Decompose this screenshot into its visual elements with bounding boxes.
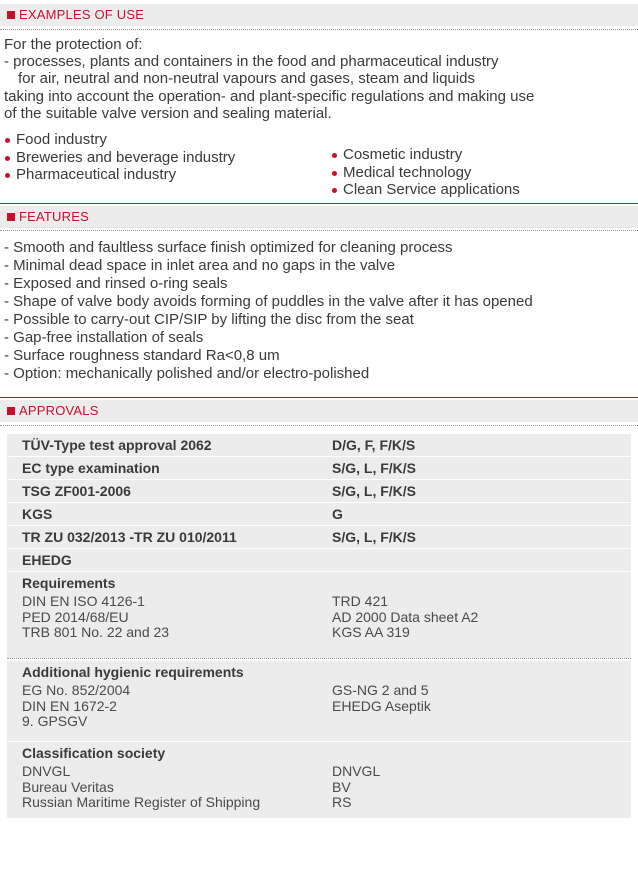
list-item: Cosmetic industry	[331, 146, 520, 164]
list-item: Russian Maritime Register of Shipping	[22, 794, 261, 810]
list-item: Food industry	[4, 131, 235, 149]
feature-item: - Exposed and rinsed o-ring seals	[4, 275, 228, 292]
table-row	[7, 525, 631, 548]
section-separator	[0, 397, 638, 398]
feature-item: - Option: mechanically polished and/or electro-polished	[4, 365, 370, 382]
examples-intro: For the protection of:	[4, 36, 143, 53]
approvals-table	[7, 433, 631, 818]
list-item: Medical technology	[331, 164, 520, 182]
approval-value: S/G, L, F/K/S	[332, 460, 417, 476]
list-item: Pharmaceutical industry	[4, 166, 235, 184]
table-row	[7, 456, 631, 479]
features-section-title: FEATURES	[19, 209, 89, 224]
list-item: 9. GPSGV	[22, 713, 88, 729]
examples-section-title: EXAMPLES OF USE	[19, 7, 145, 22]
approval-value: G	[332, 506, 343, 522]
table-row	[7, 548, 631, 571]
list-item: KGS AA 319	[332, 624, 410, 640]
table-row	[7, 479, 631, 502]
list-item: DNVGL	[332, 763, 381, 779]
list-item: GS-NG 2 and 5	[332, 682, 429, 698]
approval-name: TR ZU 032/2013 -TR ZU 010/2011	[22, 529, 237, 545]
classification-left	[22, 764, 260, 811]
list-item: DIN EN ISO 4126-1	[22, 593, 145, 609]
approval-name: TSG ZF001-2006	[22, 483, 131, 499]
approval-name: TÜV-Type test approval 2062	[22, 437, 212, 453]
list-item: PED 2014/68/EU	[22, 608, 129, 625]
feature-item: - Surface roughness standard Ra<0,8 um	[4, 347, 280, 364]
list-item: Clean Service applications	[331, 181, 520, 199]
classification-title: Classification society	[22, 745, 166, 761]
red-square-icon	[7, 407, 15, 415]
hygienic-right	[332, 683, 431, 714]
list-item: Bureau Veritas	[22, 778, 114, 795]
red-square-icon	[7, 213, 15, 221]
table-row	[7, 502, 631, 525]
hygienic-title: Additional hygienic requirements	[22, 664, 244, 680]
list-item: DIN EN 1672-2	[22, 697, 117, 714]
requirements-block	[7, 571, 631, 658]
list-item: Breweries and beverage industry	[4, 149, 235, 167]
approvals-section-header	[0, 400, 638, 422]
list-item: EG No. 852/2004	[22, 682, 131, 698]
examples-line: taking into account the operation- and plant-specific regulations and making use	[4, 88, 535, 105]
red-square-icon	[7, 11, 15, 19]
approval-value: S/G, L, F/K/S	[332, 483, 417, 499]
approval-name: EHEDG	[22, 552, 72, 568]
classification-right	[332, 764, 380, 811]
approval-value: D/G, F, F/K/S	[332, 437, 416, 453]
approval-value: S/G, L, F/K/S	[332, 529, 417, 545]
feature-item: - Minimal dead space in inlet area and no gaps in the valve	[4, 257, 396, 274]
list-item: TRB 801 No. 22 and 23	[22, 624, 170, 640]
approval-name: EC type examination	[22, 460, 160, 476]
examples-section-header	[0, 4, 638, 26]
approval-name: KGS	[22, 506, 53, 522]
table-row	[7, 433, 631, 456]
requirements-title: Requirements	[22, 575, 116, 591]
hygienic-left	[22, 683, 130, 730]
approvals-section-title: APPROVALS	[19, 403, 99, 418]
list-item: TRD 421	[332, 593, 389, 609]
list-item: DNVGL	[22, 763, 71, 779]
industry-list-left	[4, 131, 235, 184]
section-separator	[0, 203, 638, 204]
industry-list-right	[331, 146, 520, 199]
divider	[0, 29, 638, 30]
divider	[0, 230, 638, 231]
requirements-right	[332, 594, 478, 641]
divider	[0, 425, 638, 426]
examples-line: - processes, plants and containers in the food and pharmaceutical industry	[4, 53, 499, 70]
features-section-header	[0, 206, 638, 228]
hygienic-block	[7, 660, 631, 741]
examples-line: of the suitable valve version and sealing material.	[4, 105, 332, 122]
list-item: RS	[332, 794, 352, 810]
feature-item: - Gap-free installation of seals	[4, 329, 204, 346]
list-item: BV	[332, 778, 351, 795]
list-item: EHEDG Aseptik	[332, 697, 431, 714]
feature-item: - Shape of valve body avoids forming of puddles in the valve after it has opened	[4, 293, 533, 310]
feature-item: - Smooth and faultless surface finish optimized for cleaning process	[4, 239, 453, 256]
requirements-left	[22, 594, 169, 641]
feature-item: - Possible to carry-out CIP/SIP by lifting the disc from the seat	[4, 311, 414, 328]
classification-block	[7, 741, 631, 818]
examples-line: for air, neutral and non-neutral vapours and gases, steam and liquids	[18, 70, 475, 87]
list-item: AD 2000 Data sheet A2	[332, 608, 479, 625]
